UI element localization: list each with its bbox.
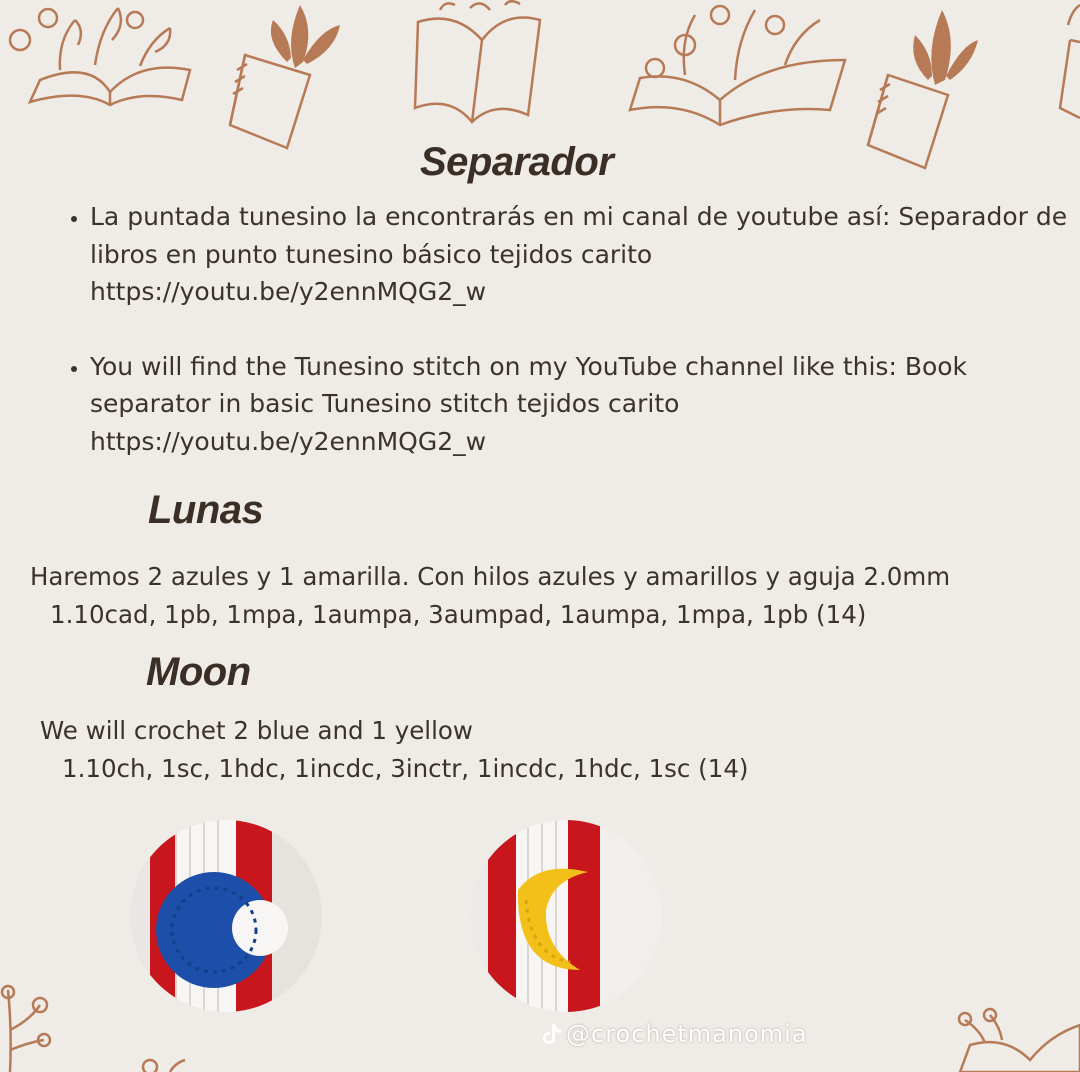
moon-instructions: We will crochet 2 blue and 1 yellow [40,716,473,745]
tiktok-credit[interactable] [540,1020,808,1048]
lunas-instructions: Haremos 2 azules y 1 amarilla. Con hilos azules y amarillos y aguja 2.0mm [30,562,951,591]
separador-bullet-list [62,198,1070,497]
moon-pattern-row: 1.10ch, 1sc, 1hdc, 1incdc, 3inctr, 1incdc, 1hdc, 1sc (14) [62,754,749,783]
yellow-moon-photo [470,820,662,1012]
section-title-moon: Moon [146,650,251,694]
decorative-open-book-with-flowers-icon [950,1005,1080,1072]
bullet-spanish [90,198,1070,311]
section-title-separador: Separador [420,140,614,184]
decorative-flower-sprig-icon [130,1055,200,1072]
bullet-text: You will find the Tunesino stitch on my YouTube channel like this: Book separator in basic Tunesino stitch tejidos carito [90,351,968,418]
decorative-book-icon [1040,0,1080,125]
credit-handle: @crochetmanomia [566,1020,808,1048]
blue-moon-photo [130,820,322,1012]
decorative-open-book-with-flowers-icon [625,0,865,130]
decorative-open-book-icon [410,0,545,125]
decorative-book-with-leaves-icon [225,0,345,150]
youtube-link[interactable]: https://youtu.be/y2ennMQG2_w [90,426,487,456]
lunas-pattern-row: 1.10cad, 1pb, 1mpa, 1aumpa, 3aumpad, 1aumpa, 1mpa, 1pb (14) [50,600,867,629]
bullet-text: La puntada tunesino la encontrarás en mi canal de youtube así: Separador de libros en punto tunesino básico tejidos carito [90,202,1068,269]
decorative-book-with-leaves-icon [860,0,980,170]
tiktok-icon [540,1022,562,1046]
decorative-open-book-with-flowers-icon [0,0,200,110]
youtube-link[interactable]: https://youtu.be/y2ennMQG2_w [90,277,487,306]
decorative-flower-sprig-icon [0,980,60,1072]
bullet-english [90,348,1070,461]
section-title-lunas: Lunas [148,488,264,532]
